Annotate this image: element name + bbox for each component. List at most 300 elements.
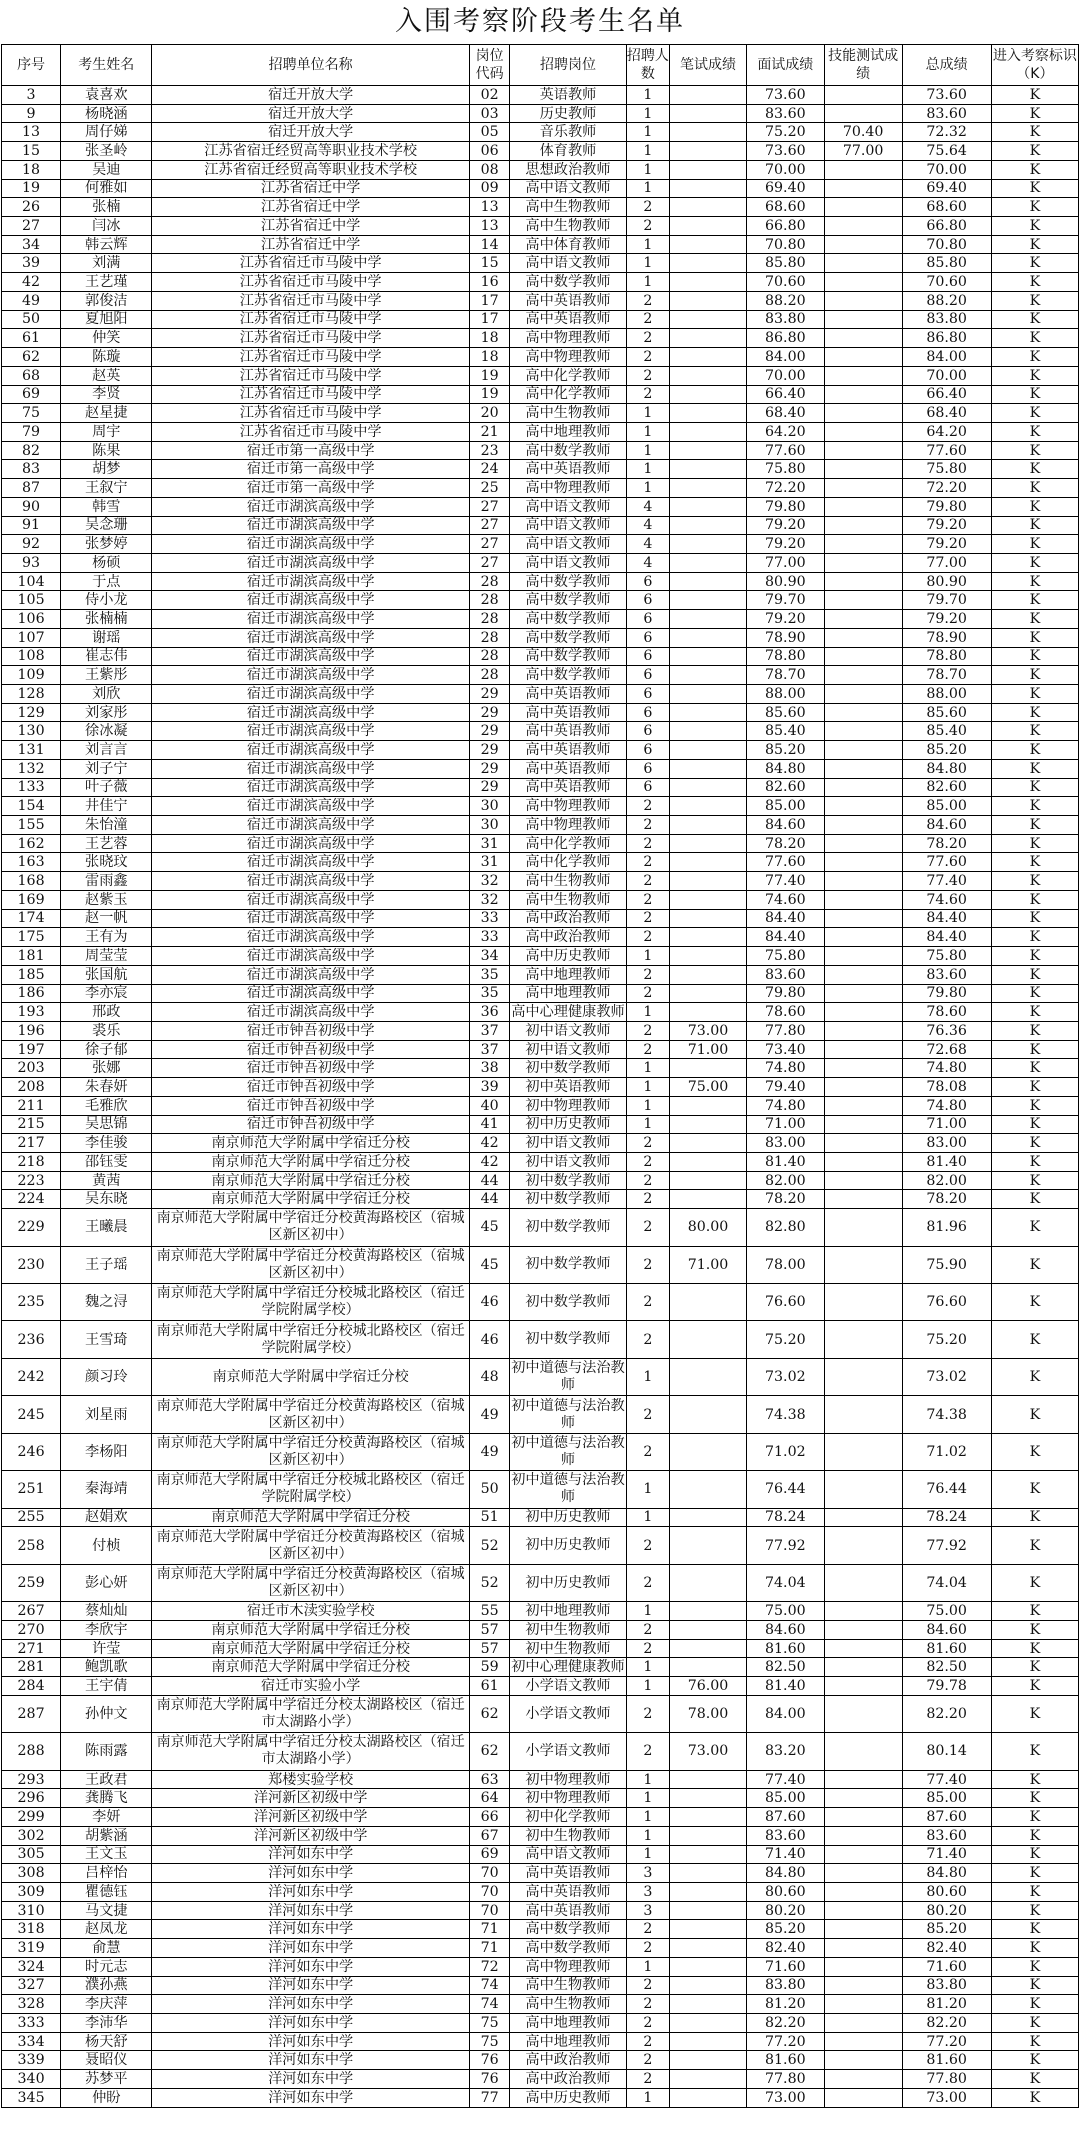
post-cell: 高中语文教师 — [510, 516, 626, 535]
seq-cell: 271 — [2, 1639, 61, 1658]
unit-cell: 江苏省宿迁市马陵中学 — [152, 385, 469, 404]
total-score-cell: 75.64 — [902, 142, 991, 161]
post-code-cell: 59 — [469, 1658, 509, 1677]
name-cell: 张国航 — [61, 965, 152, 984]
unit-cell: 宿迁市湖滨高级中学 — [152, 797, 469, 816]
total-score-cell: 82.60 — [902, 778, 991, 797]
interview-score-cell: 81.20 — [746, 1995, 824, 2014]
inspection-mark-cell: K — [991, 1508, 1078, 1527]
skill-score-cell — [824, 778, 902, 797]
quota-cell: 1 — [626, 179, 670, 198]
quota-cell: 1 — [626, 2088, 670, 2107]
post-cell: 初中生物教师 — [510, 1620, 626, 1639]
post-cell: 体育教师 — [510, 142, 626, 161]
table-row — [2, 1358, 1079, 1395]
inspection-mark-cell: K — [991, 1096, 1078, 1115]
quota-cell: 1 — [626, 1059, 670, 1078]
seq-cell: 328 — [2, 1995, 61, 2014]
total-score-cell: 84.80 — [902, 759, 991, 778]
quota-cell: 1 — [626, 404, 670, 423]
interview-score-cell: 68.60 — [746, 198, 824, 217]
post-cell: 高中物理教师 — [510, 329, 626, 348]
unit-cell: 南京师范大学附属中学宿迁分校 — [152, 1358, 469, 1395]
quota-cell: 2 — [626, 816, 670, 835]
name-cell: 韩云辉 — [61, 235, 152, 254]
unit-cell: 洋河如东中学 — [152, 2032, 469, 2051]
total-score-cell: 75.80 — [902, 460, 991, 479]
inspection-mark-cell: K — [991, 254, 1078, 273]
total-score-cell: 83.80 — [902, 310, 991, 329]
inspection-mark-cell: K — [991, 1284, 1078, 1321]
table-row — [2, 1527, 1079, 1564]
interview-score-cell: 83.80 — [746, 310, 824, 329]
total-score-cell: 79.20 — [902, 516, 991, 535]
interview-score-cell: 80.90 — [746, 572, 824, 591]
total-score-cell: 80.14 — [902, 1733, 991, 1770]
seq-cell: 217 — [2, 1134, 61, 1153]
interview-score-cell: 77.40 — [746, 872, 824, 891]
table-row — [2, 647, 1079, 666]
table-row — [2, 1152, 1079, 1171]
interview-score-cell: 76.44 — [746, 1471, 824, 1508]
written-score-cell — [670, 329, 747, 348]
skill-score-cell — [824, 1864, 902, 1883]
seq-cell: 13 — [2, 123, 61, 142]
total-score-cell: 69.40 — [902, 179, 991, 198]
seq-cell: 42 — [2, 273, 61, 292]
total-score-cell: 71.00 — [902, 1115, 991, 1134]
written-score-cell — [670, 235, 747, 254]
unit-cell: 江苏省宿迁市马陵中学 — [152, 291, 469, 310]
quota-cell: 2 — [626, 2014, 670, 2033]
seq-cell: 186 — [2, 984, 61, 1003]
written-score-cell — [670, 741, 747, 760]
page-title: 入围考察阶段考生名单 — [395, 6, 685, 37]
seq-cell: 181 — [2, 947, 61, 966]
unit-cell: 洋河新区初级中学 — [152, 1808, 469, 1827]
quota-cell: 2 — [626, 348, 670, 367]
inspection-mark-cell: K — [991, 329, 1078, 348]
skill-score-cell — [824, 404, 902, 423]
post-code-cell: 49 — [469, 1396, 509, 1433]
written-score-cell — [670, 909, 747, 928]
unit-cell: 宿迁市第一高级中学 — [152, 479, 469, 498]
interview-score-cell: 79.20 — [746, 535, 824, 554]
total-score-cell: 81.40 — [902, 1152, 991, 1171]
unit-cell: 南京师范大学附属中学宿迁分校 — [152, 1639, 469, 1658]
seq-cell: 345 — [2, 2088, 61, 2107]
seq-cell: 215 — [2, 1115, 61, 1134]
skill-score-cell — [824, 104, 902, 123]
skill-score-cell — [824, 441, 902, 460]
quota-cell: 2 — [626, 1396, 670, 1433]
name-cell: 王叙宁 — [61, 479, 152, 498]
quota-cell: 4 — [626, 516, 670, 535]
table-row — [2, 610, 1079, 629]
skill-score-cell — [824, 928, 902, 947]
skill-score-cell — [824, 1695, 902, 1732]
name-cell: 仲笑 — [61, 329, 152, 348]
seq-cell: 162 — [2, 834, 61, 853]
col-header-name: 考生姓名 — [61, 45, 152, 86]
table-row — [2, 759, 1079, 778]
interview-score-cell: 77.92 — [746, 1527, 824, 1564]
interview-score-cell: 76.60 — [746, 1284, 824, 1321]
total-score-cell: 83.60 — [902, 965, 991, 984]
total-score-cell: 73.00 — [902, 2088, 991, 2107]
quota-cell: 2 — [626, 1564, 670, 1601]
seq-cell: 309 — [2, 1883, 61, 1902]
quota-cell: 1 — [626, 273, 670, 292]
table-row — [2, 1901, 1079, 1920]
interview-score-cell: 81.60 — [746, 1639, 824, 1658]
skill-score-cell — [824, 628, 902, 647]
quota-cell: 2 — [626, 1246, 670, 1283]
written-score-cell — [670, 479, 747, 498]
post-cell: 高中数学教师 — [510, 666, 626, 685]
post-cell: 初中化学教师 — [510, 1808, 626, 1827]
skill-score-cell — [824, 1939, 902, 1958]
post-code-cell: 64 — [469, 1789, 509, 1808]
table-row — [2, 1658, 1079, 1677]
name-cell: 魏之浔 — [61, 1284, 152, 1321]
seq-cell: 259 — [2, 1564, 61, 1601]
name-cell: 徐冰凝 — [61, 722, 152, 741]
written-score-cell — [670, 947, 747, 966]
inspection-mark-cell: K — [991, 890, 1078, 909]
unit-cell: 南京师范大学附属中学宿迁分校黄海路校区（宿城区新区初中） — [152, 1209, 469, 1246]
total-score-cell: 68.60 — [902, 198, 991, 217]
quota-cell: 1 — [626, 1658, 670, 1677]
seq-cell: 82 — [2, 441, 61, 460]
post-code-cell: 77 — [469, 2088, 509, 2107]
table-row — [2, 1639, 1079, 1658]
skill-score-cell — [824, 1396, 902, 1433]
seq-cell: 15 — [2, 142, 61, 161]
seq-cell: 319 — [2, 1939, 61, 1958]
table-row — [2, 1602, 1079, 1621]
interview-score-cell: 85.60 — [746, 703, 824, 722]
seq-cell: 3 — [2, 86, 61, 105]
seq-cell: 132 — [2, 759, 61, 778]
interview-score-cell: 77.40 — [746, 1770, 824, 1789]
written-score-cell: 71.00 — [670, 1246, 747, 1283]
inspection-mark-cell: K — [991, 1040, 1078, 1059]
unit-cell: 郑楼实验学校 — [152, 1770, 469, 1789]
written-score-cell — [670, 628, 747, 647]
inspection-mark-cell: K — [991, 1976, 1078, 1995]
inspection-mark-cell: K — [991, 291, 1078, 310]
interview-score-cell: 88.20 — [746, 291, 824, 310]
quota-cell: 2 — [626, 1040, 670, 1059]
post-code-cell: 76 — [469, 2070, 509, 2089]
skill-score-cell — [824, 1976, 902, 1995]
name-cell: 张楠 — [61, 198, 152, 217]
post-cell: 高中地理教师 — [510, 2032, 626, 2051]
unit-cell: 宿迁市湖滨高级中学 — [152, 628, 469, 647]
table-row — [2, 366, 1079, 385]
quota-cell: 1 — [626, 479, 670, 498]
post-cell: 高中英语教师 — [510, 310, 626, 329]
post-cell: 初中语文教师 — [510, 1134, 626, 1153]
table-row — [2, 928, 1079, 947]
table-row — [2, 909, 1079, 928]
quota-cell: 1 — [626, 1471, 670, 1508]
table-row — [2, 422, 1079, 441]
seq-cell: 334 — [2, 2032, 61, 2051]
written-score-cell — [670, 404, 747, 423]
table-row — [2, 198, 1079, 217]
skill-score-cell — [824, 1639, 902, 1658]
interview-score-cell: 83.00 — [746, 1134, 824, 1153]
post-code-cell: 29 — [469, 741, 509, 760]
post-cell: 高中数学教师 — [510, 441, 626, 460]
post-cell: 小学语文教师 — [510, 1695, 626, 1732]
total-score-cell: 83.00 — [902, 1134, 991, 1153]
post-cell: 高中语文教师 — [510, 553, 626, 572]
seq-cell: 251 — [2, 1471, 61, 1508]
col-header-post: 招聘岗位 — [510, 45, 626, 86]
inspection-mark-cell: K — [991, 797, 1078, 816]
unit-cell: 宿迁市钟吾初级中学 — [152, 1021, 469, 1040]
interview-score-cell: 75.80 — [746, 947, 824, 966]
inspection-mark-cell: K — [991, 1733, 1078, 1770]
skill-score-cell — [824, 1789, 902, 1808]
inspection-mark-cell: K — [991, 1564, 1078, 1601]
quota-cell: 2 — [626, 1171, 670, 1190]
quota-cell: 2 — [626, 217, 670, 236]
seq-cell: 308 — [2, 1864, 61, 1883]
total-score-cell: 71.40 — [902, 1845, 991, 1864]
post-cell: 高中物理教师 — [510, 348, 626, 367]
table-row — [2, 778, 1079, 797]
unit-cell: 宿迁市湖滨高级中学 — [152, 834, 469, 853]
col-header-written-score: 笔试成绩 — [670, 45, 747, 86]
post-cell: 初中物理教师 — [510, 1789, 626, 1808]
inspection-mark-cell: K — [991, 1190, 1078, 1209]
post-cell: 初中数学教师 — [510, 1209, 626, 1246]
post-cell: 高中心理健康教师 — [511, 1004, 625, 1021]
unit-cell: 宿迁市湖滨高级中学 — [152, 759, 469, 778]
written-score-cell: 73.00 — [670, 1733, 747, 1770]
inspection-mark-cell: K — [991, 535, 1078, 554]
quota-cell: 2 — [626, 1939, 670, 1958]
post-code-cell: 63 — [469, 1770, 509, 1789]
skill-score-cell — [824, 217, 902, 236]
name-cell: 王政君 — [61, 1770, 152, 1789]
total-score-cell: 72.68 — [902, 1040, 991, 1059]
table-row — [2, 329, 1079, 348]
post-code-cell: 45 — [469, 1209, 509, 1246]
post-code-cell: 17 — [469, 291, 509, 310]
seq-cell: 69 — [2, 385, 61, 404]
name-cell: 许莹 — [61, 1639, 152, 1658]
post-code-cell: 55 — [469, 1602, 509, 1621]
quota-cell: 2 — [626, 1527, 670, 1564]
name-cell: 王艺瑾 — [61, 273, 152, 292]
seq-cell: 193 — [2, 1003, 61, 1022]
skill-score-cell — [824, 647, 902, 666]
post-code-cell: 13 — [469, 217, 509, 236]
post-code-cell: 75 — [469, 2014, 509, 2033]
table-row — [2, 1284, 1079, 1321]
table-row — [2, 291, 1079, 310]
post-cell: 高中数学教师 — [510, 647, 626, 666]
seq-cell: 318 — [2, 1920, 61, 1939]
skill-score-cell — [824, 1508, 902, 1527]
table-row — [2, 965, 1079, 984]
unit-cell: 江苏省宿迁中学 — [152, 179, 469, 198]
quota-cell: 1 — [626, 160, 670, 179]
skill-score-cell — [824, 1620, 902, 1639]
written-score-cell — [670, 853, 747, 872]
post-cell: 高中政治教师 — [510, 2070, 626, 2089]
inspection-mark-cell: K — [991, 591, 1078, 610]
unit-cell: 洋河新区初级中学 — [152, 1826, 469, 1845]
post-cell: 高中体育教师 — [510, 235, 626, 254]
post-cell: 高中地理教师 — [510, 422, 626, 441]
table-row — [2, 1957, 1079, 1976]
skill-score-cell — [824, 1901, 902, 1920]
name-cell: 袁喜欢 — [61, 86, 152, 105]
written-score-cell — [670, 1808, 747, 1827]
post-cell: 高中化学教师 — [510, 385, 626, 404]
written-score-cell — [670, 1433, 747, 1470]
post-cell: 思想政治教师 — [510, 160, 626, 179]
inspection-mark-cell: K — [991, 553, 1078, 572]
interview-score-cell: 83.20 — [746, 1733, 824, 1770]
unit-cell: 宿迁市第一高级中学 — [152, 441, 469, 460]
seq-cell: 133 — [2, 778, 61, 797]
interview-score-cell: 78.24 — [746, 1508, 824, 1527]
total-score-cell: 78.24 — [902, 1508, 991, 1527]
skill-score-cell — [824, 591, 902, 610]
interview-score-cell: 78.90 — [746, 628, 824, 647]
total-score-cell: 85.40 — [902, 722, 991, 741]
skill-score-cell — [824, 1190, 902, 1209]
unit-cell: 洋河如东中学 — [152, 2070, 469, 2089]
seq-cell: 174 — [2, 909, 61, 928]
interview-score-cell: 85.20 — [746, 741, 824, 760]
post-code-cell: 13 — [469, 198, 509, 217]
total-score-cell: 82.20 — [902, 1695, 991, 1732]
skill-score-cell — [824, 1677, 902, 1696]
skill-score-cell — [824, 235, 902, 254]
post-cell: 高中英语教师 — [510, 460, 626, 479]
unit-cell: 南京师范大学附属中学宿迁分校黄海路校区（宿城区新区初中） — [152, 1246, 469, 1283]
unit-cell: 江苏省宿迁市马陵中学 — [152, 310, 469, 329]
inspection-mark-cell: K — [991, 2070, 1078, 2089]
interview-score-cell: 78.60 — [746, 1003, 824, 1022]
total-score-cell: 78.08 — [902, 1078, 991, 1097]
post-code-cell: 06 — [469, 142, 509, 161]
interview-score-cell: 77.60 — [746, 853, 824, 872]
table-row — [2, 460, 1079, 479]
unit-cell: 南京师范大学附属中学宿迁分校 — [152, 1134, 469, 1153]
interview-score-cell: 80.20 — [746, 1901, 824, 1920]
interview-score-cell: 73.60 — [746, 86, 824, 105]
col-header-quota: 招聘人数 — [626, 45, 670, 86]
post-cell: 高中英语教师 — [510, 722, 626, 741]
name-cell: 杨硕 — [61, 553, 152, 572]
written-score-cell — [670, 1620, 747, 1639]
interview-score-cell: 70.80 — [746, 235, 824, 254]
interview-score-cell: 85.00 — [746, 1789, 824, 1808]
unit-cell: 江苏省宿迁市马陵中学 — [152, 404, 469, 423]
interview-score-cell: 81.40 — [746, 1152, 824, 1171]
seq-cell: 61 — [2, 329, 61, 348]
table-row — [2, 984, 1079, 1003]
total-score-cell: 77.40 — [902, 1770, 991, 1789]
inspection-mark-cell: K — [991, 516, 1078, 535]
skill-score-cell — [824, 816, 902, 835]
name-cell: 张梦婷 — [61, 535, 152, 554]
post-cell: 高中生物教师 — [510, 198, 626, 217]
table-row — [2, 404, 1079, 423]
skill-score-cell — [824, 797, 902, 816]
post-cell: 初中物理教师 — [510, 1770, 626, 1789]
post-cell: 高中地理教师 — [510, 2014, 626, 2033]
post-code-cell: 72 — [469, 1957, 509, 1976]
name-cell: 付桢 — [61, 1527, 152, 1564]
skill-score-cell: 77.00 — [824, 142, 902, 161]
table-row — [2, 1733, 1079, 1770]
inspection-mark-cell: K — [991, 2014, 1078, 2033]
post-cell: 高中语文教师 — [510, 254, 626, 273]
interview-score-cell: 79.20 — [746, 516, 824, 535]
written-score-cell — [670, 2051, 747, 2070]
table-row — [2, 1770, 1079, 1789]
interview-score-cell: 71.60 — [746, 1957, 824, 1976]
inspection-mark-cell: K — [991, 1152, 1078, 1171]
post-code-cell: 02 — [469, 86, 509, 105]
seq-cell: 34 — [2, 235, 61, 254]
written-score-cell — [670, 1321, 747, 1358]
total-score-cell: 84.40 — [902, 928, 991, 947]
post-cell: 初中历史教师 — [510, 1564, 626, 1601]
quota-cell: 6 — [626, 666, 670, 685]
interview-score-cell: 83.80 — [746, 1976, 824, 1995]
skill-score-cell — [824, 703, 902, 722]
written-score-cell — [670, 872, 747, 891]
post-code-cell: 29 — [469, 703, 509, 722]
skill-score-cell — [824, 2051, 902, 2070]
post-code-cell: 03 — [469, 104, 509, 123]
table-row — [2, 1677, 1079, 1696]
interview-score-cell: 81.60 — [746, 2051, 824, 2070]
table-row — [2, 179, 1079, 198]
inspection-mark-cell: K — [991, 816, 1078, 835]
skill-score-cell — [824, 366, 902, 385]
name-cell: 胡紫涵 — [61, 1826, 152, 1845]
interview-score-cell: 70.00 — [746, 366, 824, 385]
interview-score-cell: 74.80 — [746, 1096, 824, 1115]
seq-cell: 327 — [2, 1976, 61, 1995]
unit-cell: 南京师范大学附属中学宿迁分校 — [152, 1658, 469, 1677]
seq-cell: 105 — [2, 591, 61, 610]
name-cell: 赵一帆 — [61, 909, 152, 928]
quota-cell: 1 — [626, 1957, 670, 1976]
inspection-mark-cell: K — [991, 310, 1078, 329]
total-score-cell: 81.20 — [902, 1995, 991, 2014]
table-row — [2, 1508, 1079, 1527]
unit-cell: 宿迁市湖滨高级中学 — [152, 1003, 469, 1022]
written-score-cell — [670, 1939, 747, 1958]
written-score-cell — [670, 703, 747, 722]
post-cell: 初中数学教师 — [510, 1246, 626, 1283]
unit-cell: 宿迁市湖滨高级中学 — [152, 647, 469, 666]
table-row — [2, 479, 1079, 498]
